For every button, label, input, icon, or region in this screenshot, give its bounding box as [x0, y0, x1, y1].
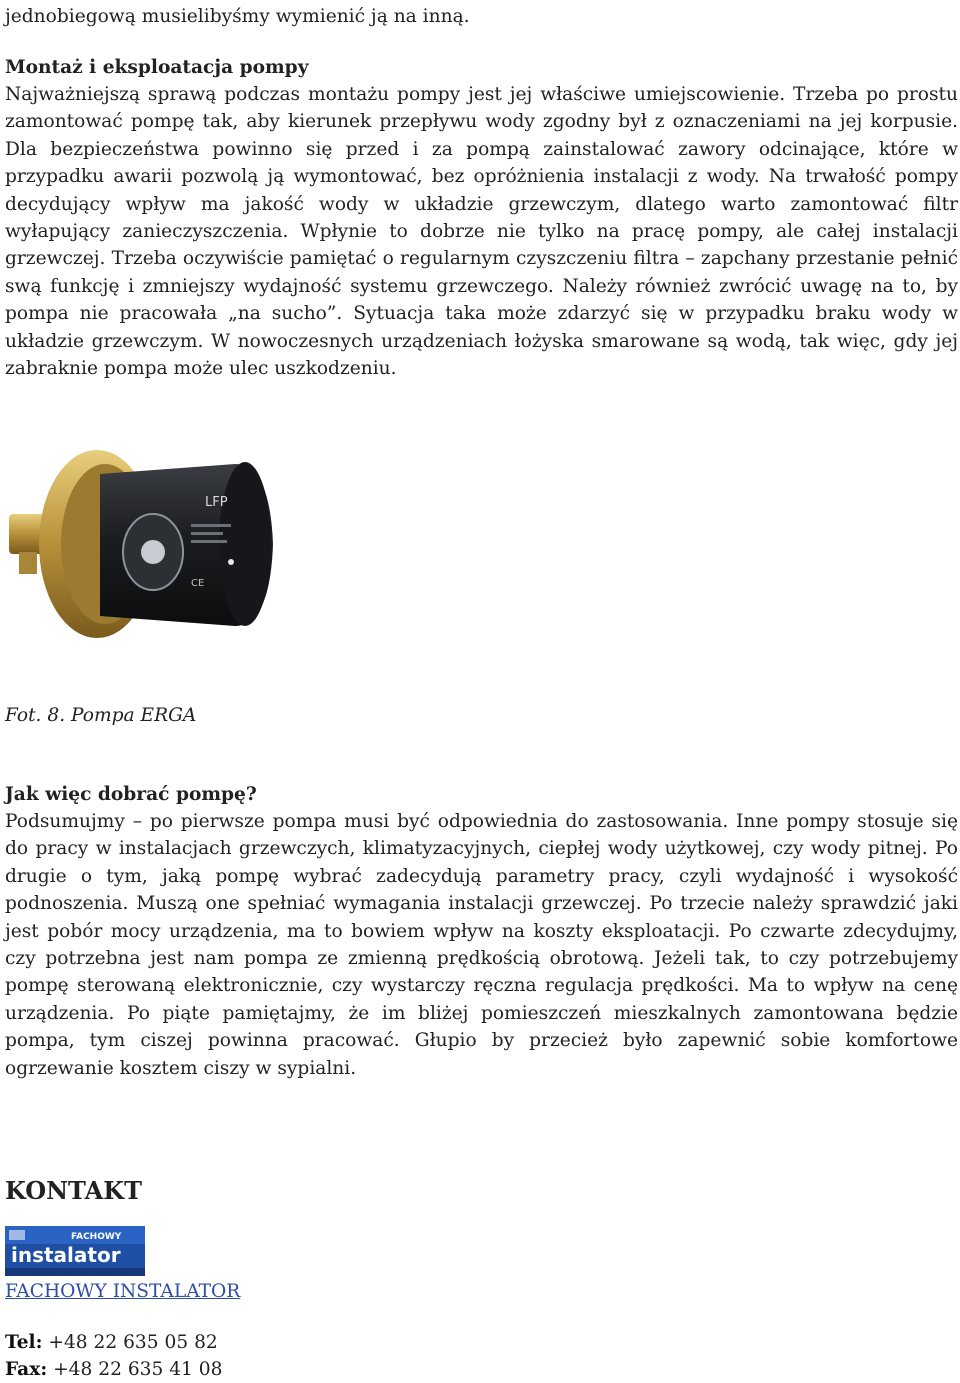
fax-label: Fax: [5, 1359, 48, 1380]
section-heading: Montaż i eksploatacja pompy [5, 57, 309, 78]
pump-brand-mark: LFP [205, 495, 228, 510]
section-installation [5, 54, 958, 382]
pump-inlet-thread [19, 552, 37, 574]
intro-line: jednobiegową musielibyśmy wymienić ją na inną. [5, 6, 470, 27]
logo-top-text: FACHOWY [71, 1232, 122, 1242]
section-body: Najważniejszą sprawą podczas montażu pompy jest jej właściwe umiejscowienie. Trzeba po prostu zamontować pompę tak, aby kierunek przepływu wody zgodny był z oznaczeniami na jej korpusie. Dla bezpieczeństwa powinno się przed i za pompą zainstalować zawory odcinające, które w przypadku awarii pozwolą ją wymontować, bez opróżnienia instalacji z wody. Na trwałość pompy decydujący wpływ ma jakość wody w układzie grzewczym, dlatego warto zamontować filtr wyłapujący zanieczyszczenia. Wpłynie to dobrze nie tylko na pracę pompy, ale całej instalacji grzewczej. Trzeba oczywiście pamiętać o regularnym czyszczeniu filtra – zapchany przestanie pełnić swą funkcję i zmniejszy wydajność systemu grzewczego. Należy również zwrócić uwagę na to, by pompa nie pracowała „na sucho”. Sytuacja taka może zdarzyć się w przypadku braku wody w układzie grzewczym. W nowoczesnych urządzeniach łożyska smarowane są wodą, tak więc, gdy jej zabraknie pompa może ulec uszkodzeniu. [5, 84, 958, 380]
logo-main-text: instalator [11, 1243, 121, 1267]
fax-line [5, 1356, 222, 1383]
pump-photo [5, 444, 960, 644]
fax-value: +48 22 635 41 08 [47, 1359, 223, 1380]
photo-caption: Fot. 8. Pompa ERGA [5, 705, 197, 726]
phone-line [5, 1329, 218, 1356]
svg-text:CE: CE [191, 578, 205, 589]
section-body: Podsumujmy – po pierwsze pompa musi być odpowiednia do zastosowania. Inne pompy stosuje się do pracy w instalacjach grzewczych, klimatyzacyjnych, ciepłej wody użytkowej, czy wody pitnej. Po drugie o tym, jaką pompę wybrać zadecydują parametry pracy, czyli wydajność i wysokość podnoszenia. Muszą one spełniać wymagania instalacji grzewczej. Po trzecie należy sprawdzić jaki jest pobór mocy urządzenia, ma to bowiem wpływ na koszty eksploatacji. Po czwarte zdecydujmy, czy potrzebna jest nam pompa ze zmienną prędkością obrotową. Jeżeli tak, to czy potrzebujemy pompę sterowaną elektronicznie, czy wystarczy ręczna regulacja prędkości. Ma to wpływ na cenę urządzenia. Po piąte pamiętajmy, że im bliżej pomieszczeń mieszkalnych zamontowana będzie pompa, tym ciszej powinna pracować. Głupio by przecież było zapewnić sobie komfortowe ogrzewanie kosztem ciszy w sypialni. [5, 811, 958, 1079]
phone-value: +48 22 635 05 82 [42, 1332, 218, 1353]
fachowy-instalator-logo [5, 1226, 145, 1276]
section-choosing-pump [5, 781, 958, 1082]
contact-heading: KONTAKT [5, 1176, 142, 1205]
contact-link[interactable]: FACHOWY INSTALATOR [5, 1281, 241, 1302]
section-heading: Jak więc dobrać pompę? [5, 784, 257, 805]
phone-label: Tel: [5, 1332, 43, 1353]
pump-end-cap [219, 462, 271, 626]
